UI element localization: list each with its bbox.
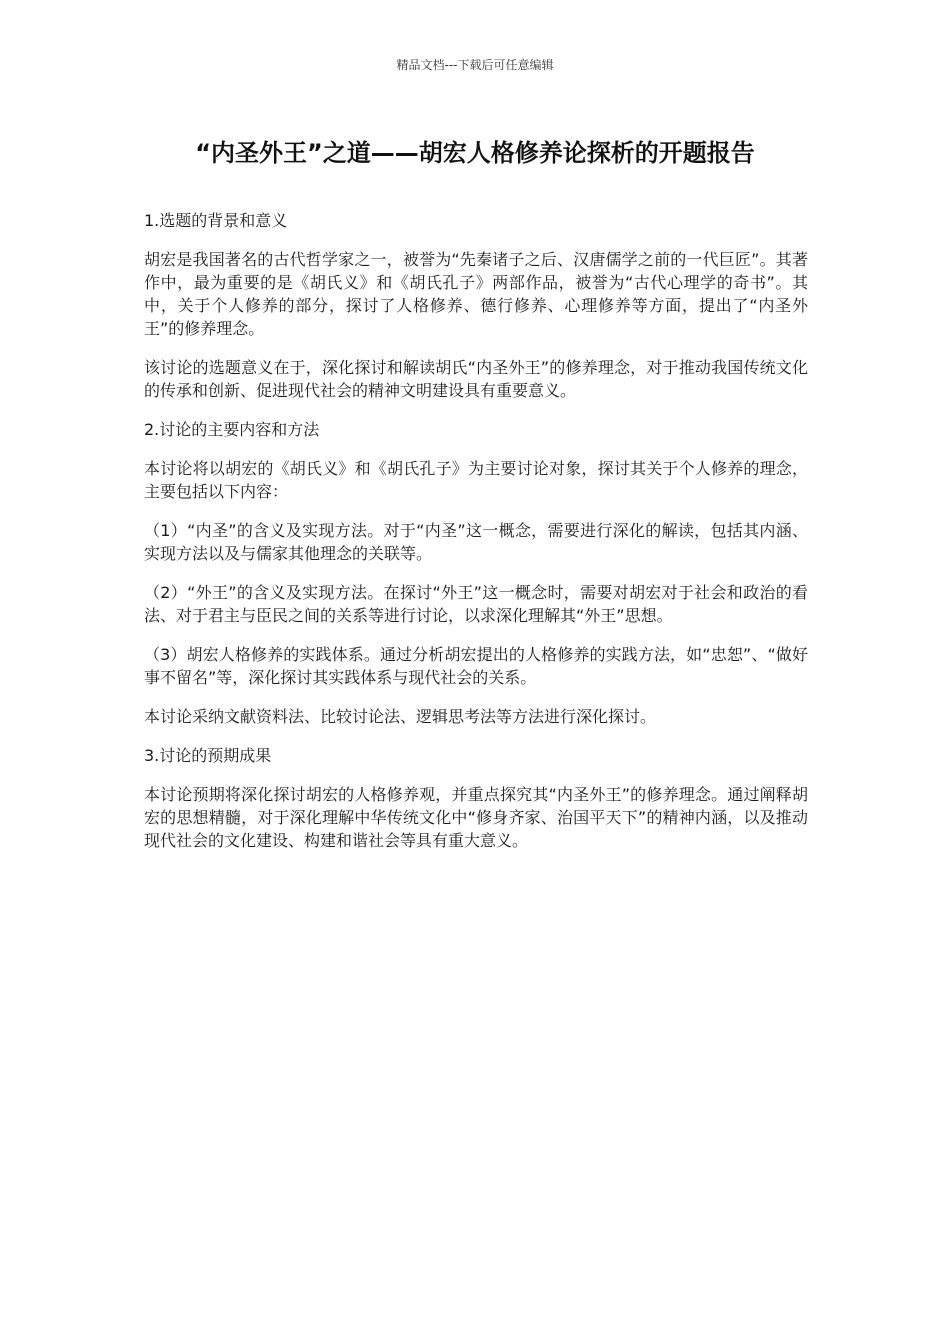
page-header-note: 精品文档---下载后可任意编辑 — [396, 58, 554, 72]
document-title: “内圣外王”之道——胡宏人格修养论探析的开题报告 — [195, 139, 755, 167]
section-2-paragraph-1: 本讨论将以胡宏的《胡氏义》和《胡氏孔子》为主要讨论对象，探讨其关于个人修养的理念，主要包括以下内容： — [144, 459, 808, 501]
section-3-heading: 3.讨论的预期成果 — [144, 746, 272, 765]
section-2-list-item-1: （1）“内圣”的含义及实现方法。对于“内圣”这一概念，需要进行深化的解读，包括其内涵、实现方法以及与儒家其他理念的关联等。 — [144, 521, 808, 563]
section-2-heading: 2.讨论的主要内容和方法 — [144, 420, 320, 439]
section-2-paragraph-2: 本讨论采纳文献资料法、比较讨论法、逻辑思考法等方法进行深化探讨。 — [144, 707, 657, 726]
section-1-paragraph-2: 该讨论的选题意义在于，深化探讨和解读胡氏“内圣外王”的修养理念，对于推动我国传统文化的传承和创新、促进现代社会的精神文明建设具有重要意义。 — [144, 358, 808, 400]
section-1-paragraph-1: 胡宏是我国著名的古代哲学家之一，被誉为“先秦诸子之后、汉唐儒学之前的一代巨匠”。其著作中，最为重要的是《胡氏义》和《胡氏孔子》两部作品，被誉为“古代心理学的奇书”。其中，关于个人修养的部分，探讨了人格修养、德行修养、心理修养等方面，提出了“内圣外王”的修养理念。 — [144, 250, 808, 338]
document-body — [144, 209, 808, 868]
section-2-list-item-3: （3）胡宏人格修养的实践体系。通过分析胡宏提出的人格修养的实践方法，如“忠恕”、“做好事不留名”等，深化探讨其实践体系与现代社会的关系。 — [144, 645, 808, 687]
section-3-paragraph-1: 本讨论预期将深化探讨胡宏的人格修养观，并重点探究其“内圣外王”的修养理念。通过阐释胡宏的思想精髓，对于深化理解中华传统文化中“修身齐家、治国平天下”的精神内涵，以及推动现代社会的文化建设、构建和谐社会等具有重大意义。 — [144, 785, 808, 850]
section-2-list-item-2: （2）“外王”的含义及实现方法。在探讨“外王”这一概念时，需要对胡宏对于社会和政治的看法、对于君主与臣民之间的关系等进行讨论，以求深化理解其“外王”思想。 — [144, 583, 808, 625]
section-1-heading: 1.选题的背景和意义 — [144, 211, 288, 230]
